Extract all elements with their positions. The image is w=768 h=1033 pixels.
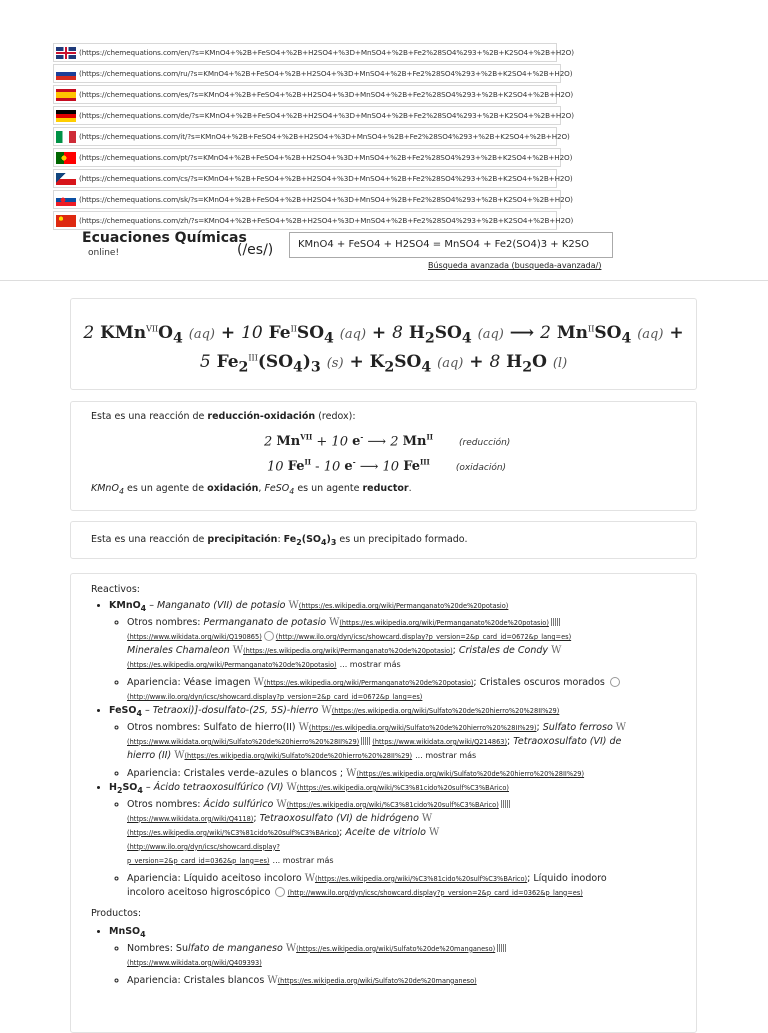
site-lang-link[interactable]: (/es/) xyxy=(237,242,274,258)
wiki-link[interactable]: (https://es.wikipedia.org/wiki/Sulfato%20de%20hierro%20%28II%29) xyxy=(184,751,413,760)
ilo-link[interactable]: p_version=2&p_card_id=0362&p_lang=es) xyxy=(127,856,270,865)
redox-card xyxy=(70,401,697,511)
wiki-link[interactable]: (https://es.wikipedia.org/wiki/%C3%81cido%20sulf%C3%BArico) xyxy=(296,783,509,792)
wiki-link[interactable]: (https://es.wikipedia.org/wiki/Sulfato%20de%20manganeso) xyxy=(296,944,496,953)
ilo-link[interactable]: (http://www.ilo.org/dyn/icsc/showcard.display?p_version=2&p_card_id=0362&p_lang=es) xyxy=(287,888,583,897)
ilo-icon xyxy=(264,631,274,641)
wiki-link[interactable]: (https://es.wikipedia.org/wiki/Permanganato%20de%20potasio) xyxy=(263,678,474,687)
site-header xyxy=(0,224,768,281)
language-link[interactable]: (https://chemequations.com/it/?s=KMnO4+%2B+FeSO4+%2B+H2SO4+%3D+MnSO4+%2B+Fe2%28SO4%293+%2B+K2SO4+%2B+H2O) xyxy=(79,132,570,141)
wikidata-link[interactable]: (https://www.wikidata.org/wiki/Q4118) xyxy=(127,814,254,823)
flag-cs-icon xyxy=(56,173,76,185)
ilo-link[interactable]: (http://www.ilo.org/dyn/icsc/showcard.display? xyxy=(127,842,280,851)
wiki-link[interactable]: (https://es.wikipedia.org/wiki/Permanganato%20de%20potasio) xyxy=(127,660,337,669)
kmno4-other-names: ◦ Otros nombres: Permanganato de potasio W(https://es.wikipedia.org/wiki/Permanganato%20de%20potasio) (https://www.wikidata.org/wiki/Q190865) (http://www.ilo.org/dyn/icsc/showcard.display?p_version=2&p_card_id=0672&p_lang=es) Minerales Chamaleon W(https://es.wikipedia.org/wiki/Permanganato%20de%20potasio); Cristales de Condy W (https://es.wikipedia.org/wiki/Permanganato%20de%20potasio) ... mostrar más xyxy=(127,616,691,672)
wiki-link[interactable]: (https://es.wikipedia.org/wiki/Permanganato%20de%20potasio) xyxy=(339,618,549,627)
site-tagline: online! xyxy=(88,248,120,258)
redox-agents: KMnO$_4$ es un agente de oxidación, FeSO$_4$ es un agente reductor. xyxy=(91,483,412,496)
show-more-link[interactable]: ... mostrar más xyxy=(415,750,477,760)
wikidata-icon xyxy=(361,737,370,745)
redox-intro: Esta es una reacción de reducción-oxidación (redox): xyxy=(91,411,356,422)
wikidata-link[interactable]: (https://www.wikidata.org/wiki/Q409393) xyxy=(127,958,262,967)
language-row-cs[interactable] xyxy=(53,169,573,188)
language-row-sk[interactable] xyxy=(53,190,573,209)
wikidata-icon xyxy=(501,800,510,808)
advanced-search-link[interactable]: Búsqueda avanzada (busqueda-avanzada/) xyxy=(428,261,602,270)
language-row-ru[interactable] xyxy=(53,64,573,83)
ilo-link[interactable]: (http://www.ilo.org/dyn/icsc/showcard.display?p_version=2&p_card_id=0672&p_lang=es) xyxy=(275,632,572,641)
mnso4-names: ◦ Nombres: Sulfato de manganeso W(https://es.wikipedia.org/wiki/Sulfato%20de%20manganeso) (https://www.wikidata.org/wiki/Q409393) xyxy=(127,942,691,970)
precipitation-card xyxy=(70,521,697,559)
language-row-en[interactable] xyxy=(53,43,574,62)
wiki-link[interactable]: (https://es.wikipedia.org/wiki/%C3%81cido%20sulf%C3%BArico) xyxy=(286,800,499,809)
precipitation-text: Esta es una reacción de precipitación: $Fe_2(SO_4)_3$ es un precipitado formado. xyxy=(91,534,468,547)
wiki-link[interactable]: (https://es.wikipedia.org/wiki/Sulfato%20de%20hierro%20%28II%29) xyxy=(308,723,537,732)
balanced-equation-line-2: 5 $Fe_2^{III}(SO_4)_3$ $(s) + K_2SO_4$ (aq) + 8 $H_2O$ (l) xyxy=(199,352,568,376)
language-link[interactable]: (https://chemequations.com/zh/?s=KMnO4+%2B+FeSO4+%2B+H2SO4+%3D+MnSO4+%2B+Fe2%28SO4%293+%2B+K2SO4+%2B+H2O) xyxy=(79,216,574,225)
feso4-other-names: ◦ Otros nombres: Sulfato de hierro(II) W(https://es.wikipedia.org/wiki/Sulfato%20de%20hierro%20%28II%29); Sulfato ferroso W (https://www.wikidata.org/wiki/Sulfato%20de%20hierro%20%28II%29) (https://www.wikidata.org/wiki/Q214863); Tetraoxosulfato (VI) de hierro (II) W(https://es.wikipedia.org/wiki/Sulfato%20de%20hierro%20%28II%29) ... mostrar más xyxy=(127,721,691,763)
reactants-heading: Reactivos: xyxy=(91,584,141,595)
wiki-link[interactable]: (https://es.wikipedia.org/wiki/Sulfato%20de%20hierro%20%28II%29) xyxy=(331,706,560,715)
language-row-de[interactable] xyxy=(53,106,574,125)
kmno4-appearance: ◦ Apariencia: Véase imagen W(https://es.wikipedia.org/wiki/Permanganato%20de%20potasio); Cristales oscuros morados (http://www.ilo.org/dyn/icsc/showcard.display?p_version=2&p_card_id=0672&p_lang=es) xyxy=(127,676,691,704)
product-mnso4: • MnSO$_4$ ◦ Nombres: Sulfato de manganeso W(https://es.wikipedia.org/wiki/Sulfato%20de%20manganeso) (https://www.wikidata.org/wiki/Q409393) ◦ Apariencia: Cristales blancos W(https://es.wikipedia.org/wiki/Sulfato%20de%20manganeso) xyxy=(109,925,691,988)
language-link[interactable]: (https://chemequations.com/de/?s=KMnO4+%2B+FeSO4+%2B+H2SO4+%3D+MnSO4+%2B+Fe2%28SO4%293+%2B+K2SO4+%2B+H2O) xyxy=(79,111,574,120)
language-link[interactable]: (https://chemequations.com/pt/?s=KMnO4+%2B+FeSO4+%2B+H2SO4+%3D+MnSO4+%2B+Fe2%28SO4%293+%2B+K2SO4+%2B+H2O) xyxy=(79,153,573,162)
language-list xyxy=(53,43,574,232)
wikidata-icon xyxy=(551,618,560,626)
wiki-link[interactable]: (https://es.wikipedia.org/wiki/Sulfato%20de%20manganeso) xyxy=(277,976,477,985)
oxidation-half: 10 $Fe^{II} - 10$ e- ⟶ 10 $Fe^{III}(oxidación)$ xyxy=(267,458,507,475)
ilo-icon xyxy=(275,887,285,897)
substances-card xyxy=(70,573,697,1033)
equation-search-input[interactable]: KMnO4 + FeSO4 + H2SO4 = MnSO4 + Fe2(SO4)3 + K2SO xyxy=(289,232,613,258)
reactant-h2so4: • $H_2SO_4$ – Ácido tetraoxosulfúrico (VI) W(https://es.wikipedia.org/wiki/%C3%81cido%20sulf%C3%BArico) ◦ Otros nombres: Ácido sulfúrico W(https://es.wikipedia.org/wiki/%C3%81cido%20sulf%C3%BArico) (https://www.wikidata.org/wiki/Q4118); Tetraoxosulfato (VI) de hidrógeno W (https://es.wikipedia.org/wiki/%C3%81cido%20sulf%C3%BArico); Aceite de vitriolo W (http://www.ilo.org/dyn/icsc/showcard.display? p_version=2&p_card_id=0362&p_lang=es) ... mostrar más ◦ Apariencia: Líquido aceitoso incoloro W(https://es.wikipedia.org/wiki/%C3%81cido%20sulf%C3%BArico); Líquido inodoro incoloro aceitoso higroscópico (http://www.ilo.org/dyn/icsc/showcard.display?p_version=2&p_card_id=0362&p_lang=es) xyxy=(109,781,691,900)
language-row-it[interactable] xyxy=(53,127,570,146)
reactant-kmno4: • KMnO$_4$ – Manganato (VII) de potasio W(https://es.wikipedia.org/wiki/Permanganato%20de%20potasio) ◦ Otros nombres: Permanganato de potasio W(https://es.wikipedia.org/wiki/Permanganato%20de%20potasio) (https://www.wikidata.org/wiki/Q190865) (http://www.ilo.org/dyn/icsc/showcard.display?p_version=2&p_card_id=0672&p_lang=es) Minerales Chamaleon W(https://es.wikipedia.org/wiki/Permanganato%20de%20potasio); Cristales de Condy W (https://es.wikipedia.org/wiki/Permanganato%20de%20potasio) ... mostrar más ◦ Apariencia: Véase imagen W(https://es.wikipedia.org/wiki/Permanganato%20de%20potasio); Cristales oscuros morados (http://www.ilo.org/dyn/icsc/showcard.display?p_version=2&p_card_id=0672&p_lang=es) xyxy=(109,599,691,704)
h2so4-other-names: ◦ Otros nombres: Ácido sulfúrico W(https://es.wikipedia.org/wiki/%C3%81cido%20sulf%C3%BArico) (https://www.wikidata.org/wiki/Q4118); Tetraoxosulfato (VI) de hidrógeno W (https://es.wikipedia.org/wiki/%C3%81cido%20sulf%C3%BArico); Aceite de vitriolo W (http://www.ilo.org/dyn/icsc/showcard.display? p_version=2&p_card_id=0362&p_lang=es) ... mostrar más xyxy=(127,798,691,868)
reduction-half: 2 $Mn^{VII} + 10$ e- ⟶ 2 $Mn^{II}(reducción)$ xyxy=(264,433,511,450)
language-link[interactable]: (https://chemequations.com/es/?s=KMnO4+%2B+FeSO4+%2B+H2SO4+%3D+MnSO4+%2B+Fe2%28SO4%293+%2B+K2SO4+%2B+H2O) xyxy=(79,90,574,99)
site-brand[interactable]: Ecuaciones Químicas xyxy=(82,230,247,246)
wiki-link[interactable]: (https://es.wikipedia.org/wiki/Permanganato%20de%20potasio) xyxy=(298,602,509,610)
language-row-pt[interactable] xyxy=(53,148,573,167)
wiki-link[interactable]: (https://es.wikipedia.org/wiki/%C3%81cido%20sulf%C3%BArico) xyxy=(127,828,340,837)
language-row-es[interactable] xyxy=(53,85,574,104)
reactant-feso4: • FeSO$_4$ – Tetraoxi)]-dosulfato-(2S, 5S)-hierro W(https://es.wikipedia.org/wiki/Sulfato%20de%20hierro%20%28II%29) ◦ Otros nombres: Sulfato de hierro(II) W(https://es.wikipedia.org/wiki/Sulfato%20de%20hierro%20%28II%29); Sulfato ferroso W (https://www.wikidata.org/wiki/Sulfato%20de%20hierro%20%28II%29) (https://www.wikidata.org/wiki/Q214863); Tetraoxosulfato (VI) de hierro (II) W(https://es.wikipedia.org/wiki/Sulfato%20de%20hierro%20%28II%29) ... mostrar más ◦ Apariencia: Cristales verde-azules o blancos ; W(https://es.wikipedia.org/wiki/Sulfato%20de%20hierro%20%28II%29) xyxy=(109,704,691,781)
language-link[interactable]: (https://chemequations.com/sk/?s=KMnO4+%2B+FeSO4+%2B+H2SO4+%3D+MnSO4+%2B+Fe2%28SO4%293+%2B+K2SO4+%2B+H2O) xyxy=(79,195,573,204)
flag-ru-icon xyxy=(56,68,76,80)
show-more-link[interactable]: ... mostrar más xyxy=(272,855,334,865)
show-more-link[interactable]: ... mostrar más xyxy=(339,659,401,669)
flag-de-icon xyxy=(56,110,76,122)
balanced-equation-card xyxy=(70,298,697,390)
wikidata-link[interactable]: (https://www.wikidata.org/wiki/Sulfato%20de%20hierro%20%28II%29) xyxy=(127,737,360,746)
flag-pt-icon xyxy=(56,152,76,164)
wiki-link[interactable]: (https://es.wikipedia.org/wiki/%C3%81cido%20sulf%C3%BArico) xyxy=(314,874,528,883)
flag-it-icon xyxy=(56,131,76,143)
wiki-link[interactable]: (https://es.wikipedia.org/wiki/Permanganato%20de%20potasio) xyxy=(243,646,453,655)
language-link[interactable]: (https://chemequations.com/ru/?s=KMnO4+%2B+FeSO4+%2B+H2SO4+%3D+MnSO4+%2B+Fe2%28SO4%293+%2B+K2SO4+%2B+H2O) xyxy=(79,69,573,78)
wikidata-link[interactable]: (https://www.wikidata.org/wiki/Q214863) xyxy=(372,737,508,746)
wikidata-link[interactable]: (https://www.wikidata.org/wiki/Q190865) xyxy=(127,632,262,641)
wiki-link[interactable]: (https://es.wikipedia.org/wiki/Sulfato%20de%20hierro%20%28II%29) xyxy=(356,769,585,778)
flag-es-icon xyxy=(56,89,76,101)
flag-sk-icon xyxy=(56,194,76,206)
wikidata-icon xyxy=(497,944,506,952)
ilo-link[interactable]: (http://www.ilo.org/dyn/icsc/showcard.display?p_version=2&p_card_id=0672&p_lang=es) xyxy=(127,692,423,701)
language-link[interactable]: (https://chemequations.com/en/?s=KMnO4+%2B+FeSO4+%2B+H2SO4+%3D+MnSO4+%2B+Fe2%28SO4%293+%2B+K2SO4+%2B+H2O) xyxy=(79,48,574,57)
feso4-appearance: ◦ Apariencia: Cristales verde-azules o blancos ; W(https://es.wikipedia.org/wiki/Sulfato%20de%20hierro%20%28II%29) xyxy=(127,767,691,781)
products-heading: Productos: xyxy=(91,907,142,919)
h2so4-appearance: ◦ Apariencia: Líquido aceitoso incoloro W(https://es.wikipedia.org/wiki/%C3%81cido%20sulf%C3%BArico); Líquido inodoro incoloro aceitoso higroscópico (http://www.ilo.org/dyn/icsc/showcard.display?p_version=2&p_card_id=0362&p_lang=es) xyxy=(127,872,691,900)
flag-en-icon xyxy=(56,47,76,59)
language-link[interactable]: (https://chemequations.com/cs/?s=KMnO4+%2B+FeSO4+%2B+H2SO4+%3D+MnSO4+%2B+Fe2%28SO4%293+%2B+K2SO4+%2B+H2O) xyxy=(79,174,573,183)
mnso4-appearance: ◦ Apariencia: Cristales blancos W(https://es.wikipedia.org/wiki/Sulfato%20de%20manganeso) xyxy=(127,974,691,988)
ilo-icon xyxy=(610,677,620,687)
balanced-equation-line-1: 2 $KMn^{VII}O_4$ (aq) + 10 $Fe^{II}SO_4$ (aq) + 8 $H_2SO_4$ (aq) ⟶ 2 $Mn^{II}SO_4$ (aq) + xyxy=(83,323,684,347)
